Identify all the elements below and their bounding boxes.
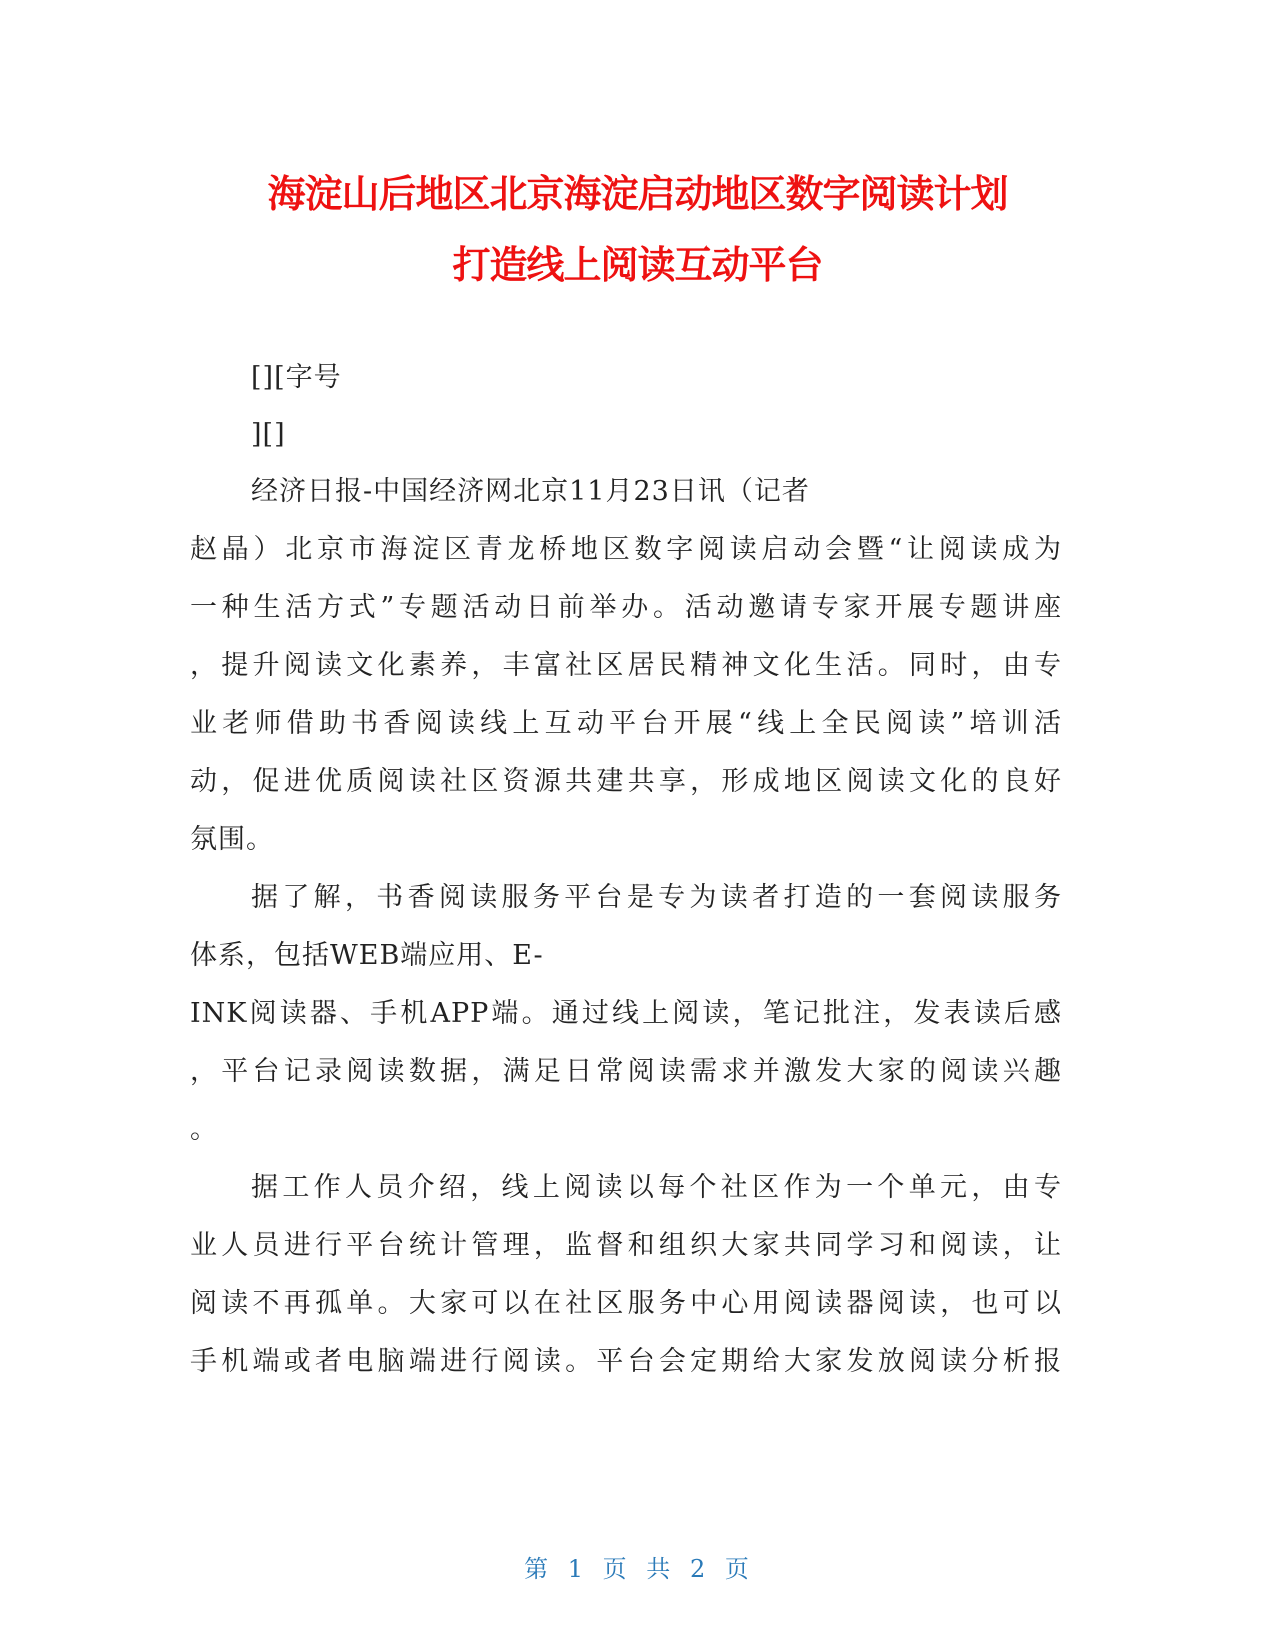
body-line: 业老师借助书香阅读线上互动平台开展“线上全民阅读”培训活 — [190, 708, 1062, 739]
document-title-line-1: 海淀山后地区北京海淀启动地区数字阅读计划 — [267, 172, 1008, 216]
body-line: ，平台记录阅读数据，满足日常阅读需求并激发大家的阅读兴趣 — [190, 1056, 1062, 1087]
body-line: 业人员进行平台统计管理，监督和组织大家共同学习和阅读，让 — [190, 1230, 1062, 1261]
body-line: 氛围。 — [190, 824, 274, 855]
body-line: 体系，包括WEB端应用、E- — [190, 940, 544, 971]
body-line: ，提升阅读文化素养，丰富社区居民精神文化生活。同时，由专 — [190, 650, 1062, 681]
body-line: 一种生活方式”专题活动日前举办。活动邀请专家开展专题讲座 — [190, 592, 1062, 623]
body-line: 。 — [190, 1114, 218, 1145]
body-line: INK阅读器、手机APP端。通过线上阅读，笔记批注，发表读后感 — [190, 998, 1062, 1029]
body-line: 据了解，书香阅读服务平台是专为读者打造的一套阅读服务 — [251, 882, 1062, 913]
body-line: ][] — [251, 419, 286, 450]
body-line: 赵晶）北京市海淀区青龙桥地区数字阅读启动会暨“让阅读成为 — [190, 534, 1062, 565]
body-line: 阅读不再孤单。大家可以在社区服务中心用阅读器阅读，也可以 — [190, 1288, 1062, 1319]
document-title-line-2: 打造线上阅读互动平台 — [452, 243, 823, 287]
body-line: 据工作人员介绍，线上阅读以每个社区作为一个单元，由专 — [251, 1172, 1062, 1203]
page-number-footer: 第 1 页 共 2 页 — [524, 1555, 751, 1583]
body-line: 手机端或者电脑端进行阅读。平台会定期给大家发放阅读分析报 — [190, 1346, 1062, 1377]
body-line: 经济日报-中国经济网北京11月23日讯（记者 — [251, 476, 810, 507]
body-line: 动，促进优质阅读社区资源共建共享，形成地区阅读文化的良好 — [190, 766, 1062, 797]
body-line: [][字号 — [251, 362, 342, 393]
